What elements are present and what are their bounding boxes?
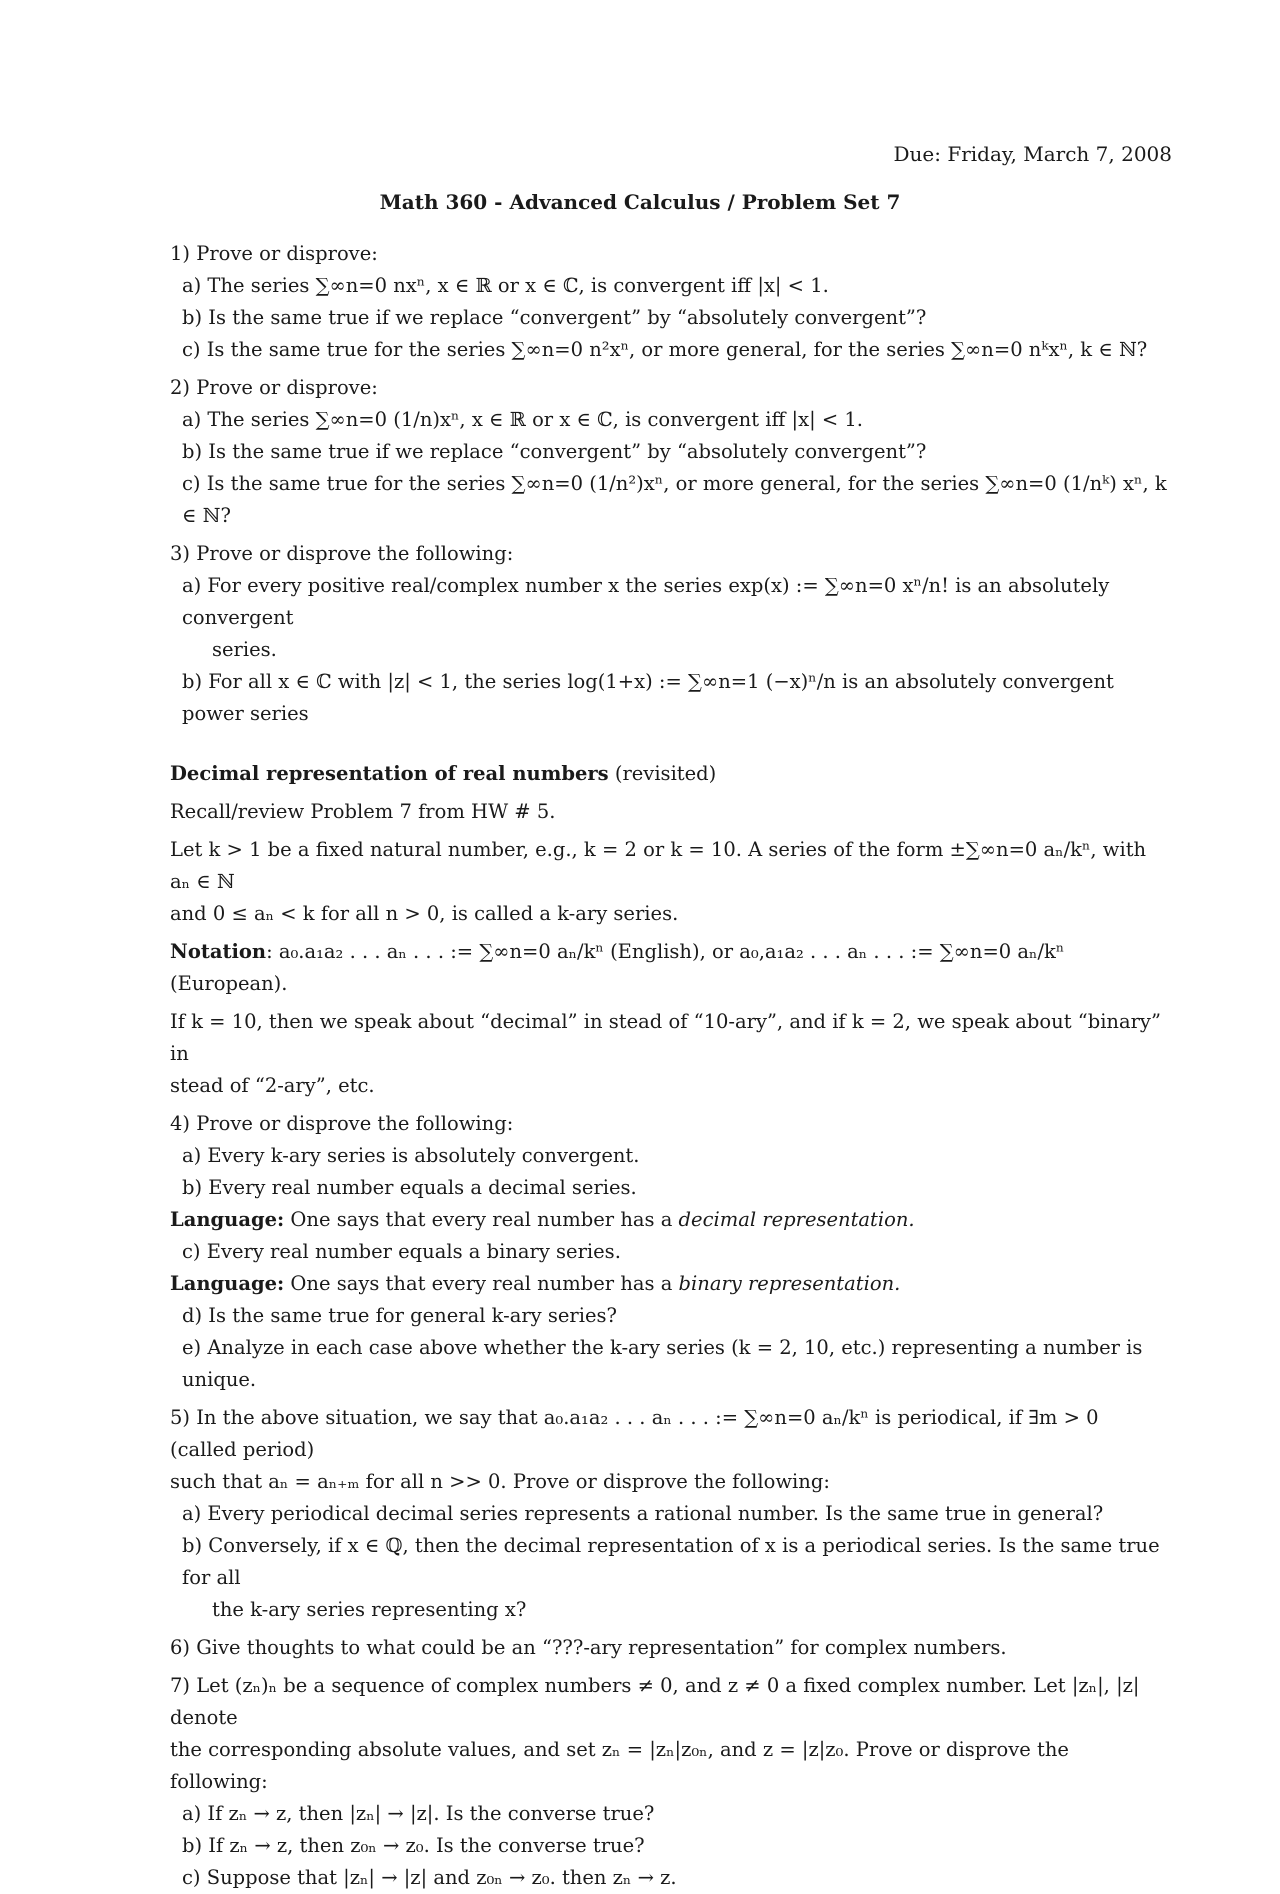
problem-4c: c) Every real number equals a binary series.	[182, 1240, 621, 1263]
problem-3a-continued: series.	[212, 638, 277, 661]
problem-5b-continued: the k-ary series representing x?	[212, 1598, 527, 1621]
due-date: Due: Friday, March 7, 2008	[893, 142, 1172, 166]
binary-note-line-2: stead of “2-ary”, etc.	[170, 1074, 375, 1097]
problem-6: 6) Give thoughts to what could be an “???-ary representation” for complex numbers.	[170, 1636, 1007, 1659]
problem-5b: b) Conversely, if x ∈ ℚ, then the decimal representation of x is a periodical series. Is the same true for all	[182, 1534, 1160, 1589]
recall-text: Recall/review Problem 7 from HW # 5.	[170, 800, 556, 823]
problem-2b: b) Is the same true if we replace “convergent” by “absolutely convergent”?	[182, 440, 927, 463]
problem-1b: b) Is the same true if we replace “convergent” by “absolutely convergent”?	[182, 306, 927, 329]
problem-3a: a) For every positive real/complex number x the series exp(x) := ∑∞n=0 xⁿ/n! is an absolutely convergent	[182, 574, 1110, 629]
language-emphasis-2: binary representation.	[678, 1272, 901, 1295]
language-text-1: One says that every real number has a	[284, 1208, 679, 1231]
problem-7-heading-1: 7) Let (zₙ)ₙ be a sequence of complex numbers ≠ 0, and z ≠ 0 a fixed complex number. Let |zₙ|, |z| denote	[170, 1674, 1140, 1729]
problem-1c: c) Is the same true for the series ∑∞n=0 n²xⁿ, or more general, for the series ∑∞n=0 nᵏxⁿ, k ∈ ℕ?	[182, 338, 1148, 361]
page-title: Math 360 - Advanced Calculus / Problem Set 7	[379, 190, 901, 214]
notation-text: : a₀.a₁a₂ . . . aₙ . . . := ∑∞n=0 aₙ/kⁿ (English), or a₀,a₁a₂ . . . aₙ . . . := ∑∞n=0 aₙ/kⁿ (European).	[170, 940, 1065, 995]
problem-7-heading-2: the corresponding absolute values, and set zₙ = |zₙ|z₀ₙ, and z = |z|z₀. Prove or disprove the following:	[170, 1738, 1069, 1793]
language-note-2	[170, 1268, 1170, 1300]
problem-2c: c) Is the same true for the series ∑∞n=0 (1/n²)xⁿ, or more general, for the series ∑∞n=0 (1/nᵏ) xⁿ, k ∈ ℕ?	[182, 472, 1167, 527]
language-label-2: Language:	[170, 1272, 285, 1295]
problem-7b: b) If zₙ → z, then z₀ₙ → z₀. Is the converse true?	[182, 1834, 645, 1857]
language-emphasis-1: decimal representation.	[678, 1208, 915, 1231]
problem-4e: e) Analyze in each case above whether the k-ary series (k = 2, 10, etc.) representing a number is unique.	[182, 1336, 1143, 1391]
notation-line	[170, 936, 1170, 1000]
language-label-1: Language:	[170, 1208, 285, 1231]
section-heading-suffix: (revisited)	[608, 762, 717, 785]
problem-5-heading-2: such that aₙ = aₙ₊ₘ for all n >> 0. Prove or disprove the following:	[170, 1470, 830, 1493]
section-heading-bold: Decimal representation of real numbers	[170, 762, 609, 785]
problem-3-heading: 3) Prove or disprove the following:	[170, 542, 514, 565]
problem-5-heading-1: 5) In the above situation, we say that a₀.a₁a₂ . . . aₙ . . . := ∑∞n=0 aₙ/kⁿ is periodical, if ∃m > 0 (called period)	[170, 1406, 1099, 1461]
problem-5a: a) Every periodical decimal series represents a rational number. Is the same true in general?	[182, 1502, 1104, 1525]
problem-4a: a) Every k-ary series is absolutely convergent.	[182, 1144, 640, 1167]
problem-4d: d) Is the same true for general k-ary series?	[182, 1304, 617, 1327]
definition-line-2: and 0 ≤ aₙ < k for all n > 0, is called a k-ary series.	[170, 902, 679, 925]
definition-line-1: Let k > 1 be a fixed natural number, e.g., k = 2 or k = 10. A series of the form ±∑∞n=0 aₙ/kⁿ, with aₙ ∈ ℕ	[170, 838, 1147, 893]
problem-3b: b) For all x ∈ ℂ with |z| < 1, the series log(1+x) := ∑∞n=1 (−x)ⁿ/n is an absolutely convergent power series	[182, 670, 1114, 725]
problem-2-heading: 2) Prove or disprove:	[170, 376, 378, 399]
problem-1-heading: 1) Prove or disprove:	[170, 242, 378, 265]
document-body	[170, 238, 1170, 1894]
problem-4b: b) Every real number equals a decimal series.	[182, 1176, 637, 1199]
binary-note-line-1: If k = 10, then we speak about “decimal” in stead of “10-ary”, and if k = 2, we speak about “binary” in	[170, 1010, 1161, 1065]
problem-2a: a) The series ∑∞n=0 (1/n)xⁿ, x ∈ ℝ or x ∈ ℂ, is convergent iff |x| < 1.	[182, 408, 863, 431]
problem-7a: a) If zₙ → z, then |zₙ| → |z|. Is the converse true?	[182, 1802, 655, 1825]
problem-1a: a) The series ∑∞n=0 nxⁿ, x ∈ ℝ or x ∈ ℂ, is convergent iff |x| < 1.	[182, 274, 829, 297]
problem-4-heading: 4) Prove or disprove the following:	[170, 1112, 514, 1135]
section-heading	[170, 758, 1170, 790]
language-note-1	[170, 1204, 1170, 1236]
notation-label: Notation	[170, 940, 267, 963]
problem-7c: c) Suppose that |zₙ| → |z| and z₀ₙ → z₀. then zₙ → z.	[182, 1866, 677, 1889]
language-text-2: One says that every real number has a	[284, 1272, 679, 1295]
